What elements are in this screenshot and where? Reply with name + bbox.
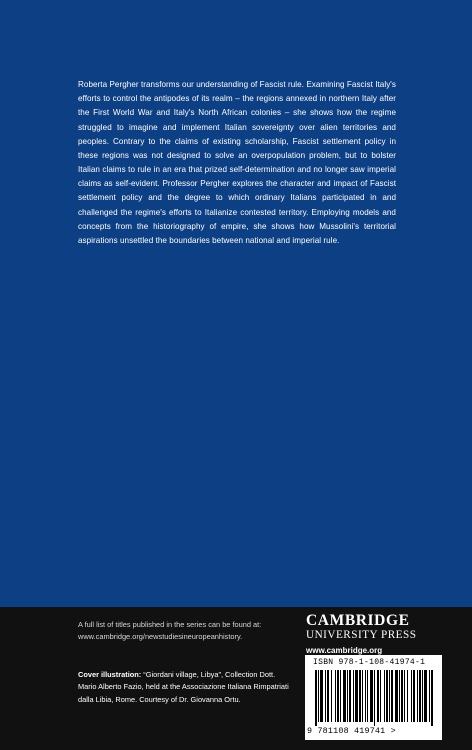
barcode-bar (389, 670, 390, 722)
barcode-bar (413, 670, 415, 722)
barcode-bar (419, 670, 421, 722)
barcode-bar (359, 670, 361, 722)
barcode-bar (404, 670, 405, 722)
barcode-bars (311, 670, 437, 726)
barcode-bar (386, 670, 388, 722)
barcode-bar (325, 670, 326, 722)
barcode-bar (320, 670, 323, 722)
barcode-bar (337, 670, 339, 722)
barcode-bar (417, 670, 418, 722)
barcode-bar (399, 670, 400, 722)
barcode-bar (343, 670, 346, 722)
cover-credit-lead: Cover illustration: (78, 670, 142, 679)
cover-credit-text: “Giordani village, Libya”, Collection Dott. Mario Alberto Fazio, held at the Associazione Italiana Rimpatriati dalla Libia, Rome. Courtesy of Dr. Giovanna Ortu. (78, 670, 289, 704)
barcode-bar (384, 670, 385, 722)
publisher-logo (306, 612, 441, 655)
isbn-barcode (305, 655, 442, 740)
barcode-bar (374, 670, 375, 726)
series-note (78, 619, 293, 643)
barcode-bar (391, 670, 393, 722)
barcode-bar (353, 670, 354, 722)
book-blurb: Roberta Pergher transforms our understanding of Fascist rule. Examining Fascist Italy's efforts to control the antipodes of its realm – the regions annexed in northern Italy after the First World War and Italy's North African colonies – she shows how the regime struggled to imagine and implement Italian sovereignty over alien territories and peoples. Contrary to the claims of existing scholarship, Fascist settlement policy in these regions was not designed to solve an overpopulation problem, but to bolster Italian claims to rule in an era that prized self-determination and no longer saw imperial claims as self-evident. Professor Pergher explores the character and impact of Fascist settlement policy and the degree to which ordinary Italians participated in and challenged the regime's efforts to Italianize contested territory. Employing models and concepts from the historiography of empire, she shows how Mussolini's territorial aspirations unsettled the boundaries between national and imperial rule. (78, 80, 396, 245)
barcode-bar (327, 670, 329, 722)
isbn-number: ISBN 978-1-108-41974-1 (313, 658, 426, 667)
barcode-bar (365, 670, 366, 722)
publisher-name: CAMBRIDGE (306, 612, 410, 629)
barcode-bar (335, 670, 336, 722)
barcode-bar (401, 670, 403, 722)
publisher-url: www.cambridge.org (306, 646, 383, 655)
barcode-bar (370, 670, 373, 722)
barcode-bar (431, 670, 433, 726)
barcode-bar (380, 670, 381, 722)
barcode-bar (367, 670, 368, 722)
barcode-bar (395, 670, 398, 722)
barcode-bar (318, 670, 319, 722)
barcode-bar (377, 670, 379, 722)
barcode-bar (424, 670, 427, 722)
barcode-bar (349, 670, 351, 722)
series-url: www.cambridge.org/newstudiesineuropeanhistory. (78, 632, 243, 641)
barcode-bar (347, 670, 348, 722)
barcode-bar (340, 670, 341, 722)
cover-illustration-credit (78, 669, 293, 706)
series-note-text: A full list of titles published in the series can be found at: (78, 620, 262, 629)
barcode-bar (411, 670, 412, 722)
barcode-bar (331, 670, 332, 722)
barcode-bar (315, 670, 317, 726)
barcode-bar (407, 670, 408, 722)
barcode-bar (355, 670, 358, 722)
barcode-bar (429, 670, 430, 722)
publisher-press: UNIVERSITY PRESS (306, 629, 417, 641)
barcode-digits: 9 781108 419741 > (307, 726, 396, 736)
barcode-bar (422, 670, 423, 722)
barcode-bar (362, 670, 363, 722)
